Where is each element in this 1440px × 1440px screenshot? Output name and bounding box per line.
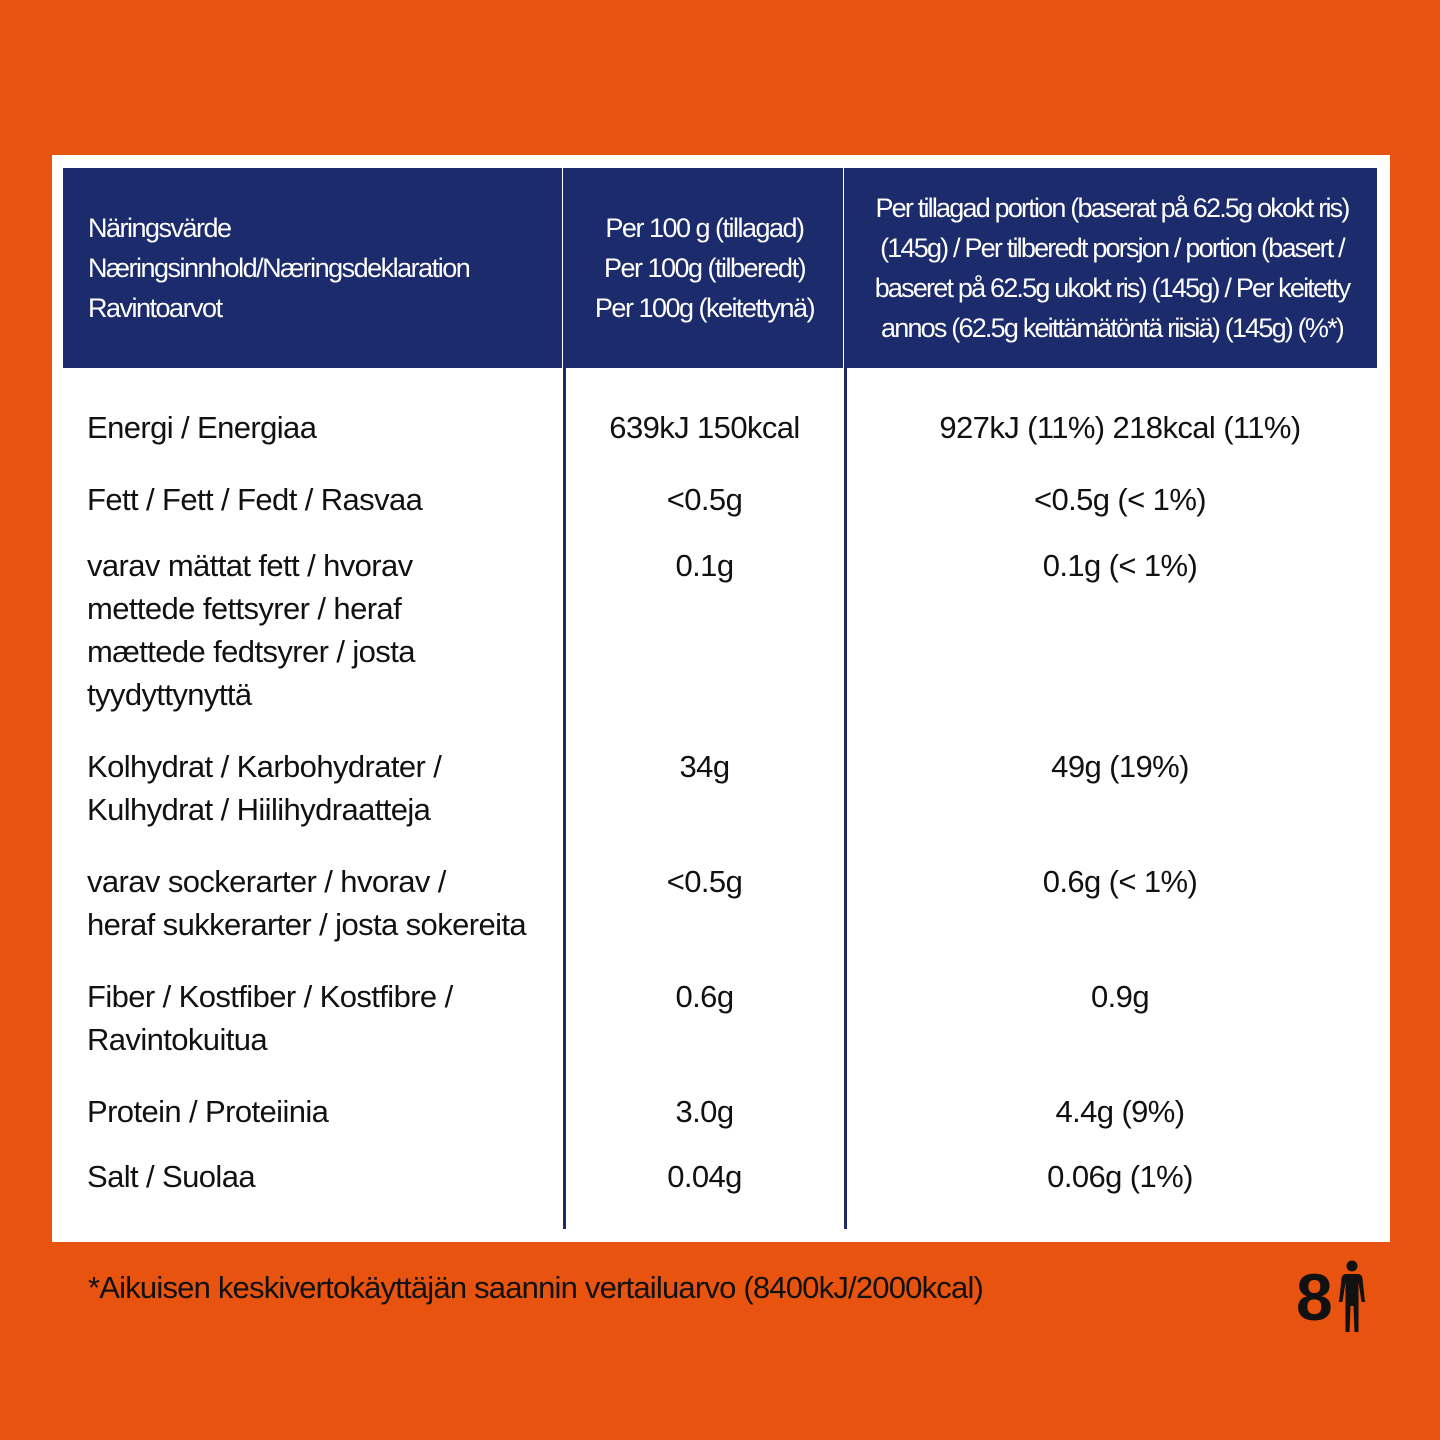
header-line: Per 100g (keitettynä) xyxy=(594,293,815,323)
nutrient-label xyxy=(87,745,547,831)
nutrient-label xyxy=(87,478,547,521)
nutrient-label xyxy=(87,406,547,449)
header-cell-nutrient xyxy=(63,168,562,368)
nutrient-label xyxy=(87,1155,547,1198)
reference-intake-footnote: *Aikuisen keskivertokäyttäjän saannin vertailuarvo (8400kJ/2000kcal) xyxy=(88,1270,984,1305)
nutrient-label-line: mettede fettsyrer / heraf xyxy=(87,591,402,626)
value-per-100g: 3.0g xyxy=(675,1094,734,1129)
value-per-portion: 49g (19%) xyxy=(1051,749,1189,784)
nutrient-label-line: Fiber / Kostfiber / Kostfibre / xyxy=(87,979,453,1014)
nutrient-label-line: Fett / Fett / Fedt / Rasvaa xyxy=(87,482,423,517)
header-line: annos (62.5g keittämätöntä riisiä) (145g) (%*) xyxy=(881,313,1343,343)
nutrition-table xyxy=(52,155,1390,1242)
value-per-portion: 4.4g (9%) xyxy=(1055,1094,1185,1129)
header-line: baseret på 62.5g ukokt ris) (145g) / Per keitetty xyxy=(874,273,1350,303)
nutrient-label-line: varav sockerarter / hvorav / xyxy=(87,864,446,899)
servings-indicator xyxy=(1296,1257,1367,1337)
value-per-100g: 0.1g xyxy=(675,548,734,583)
nutrient-label-line: Protein / Proteiinia xyxy=(87,1094,329,1129)
value-per-100g: <0.5g xyxy=(666,482,743,517)
value-per-100g: 34g xyxy=(679,749,730,784)
nutrient-label xyxy=(87,860,547,946)
header-line: Per 100 g (tillagad) xyxy=(605,213,804,243)
nutrient-label-line: Energi / Energiaa xyxy=(87,410,317,445)
header-line: (145g) / Per tilberedt porsjon / portion (basert / xyxy=(880,233,1344,263)
servings-count: 8 xyxy=(1296,1260,1333,1334)
nutrient-label xyxy=(87,544,547,716)
value-per-portion: 927kJ (11%) 218kcal (11%) xyxy=(939,410,1301,445)
value-per-portion: 0.1g (< 1%) xyxy=(1042,548,1198,583)
nutrient-label xyxy=(87,1090,547,1133)
nutrient-label-line: Kulhydrat / Hiilihydraatteja xyxy=(87,792,431,827)
value-per-100g: 0.04g xyxy=(667,1159,742,1194)
nutrient-label xyxy=(87,975,547,1061)
nutrient-label-line: mættede fedtsyrer / josta xyxy=(87,634,415,669)
header-line: Näringsvärde xyxy=(88,213,231,243)
header-line: Per tillagad portion (baserat på 62.5g okokt ris) xyxy=(875,193,1349,223)
nutrient-label-line: Kolhydrat / Karbohydrater / xyxy=(87,749,442,784)
header-cell-per-100g xyxy=(566,168,843,368)
value-per-portion: 0.6g (< 1%) xyxy=(1042,864,1198,899)
nutrient-label-line: Salt / Suolaa xyxy=(87,1159,255,1194)
header-line: Næringsinnhold/Næringsdeklaration xyxy=(88,253,470,283)
nutrient-label-line: varav mättat fett / hvorav xyxy=(87,548,413,583)
column-divider xyxy=(563,168,566,1229)
header-cell-per-portion xyxy=(847,168,1377,368)
person-icon xyxy=(1337,1260,1367,1334)
value-per-100g: <0.5g xyxy=(666,864,743,899)
header-line: Per 100g (tilberedt) xyxy=(603,253,806,283)
value-per-100g: 639kJ 150kcal xyxy=(609,410,800,445)
nutrient-label-line: heraf sukkerarter / josta sokereita xyxy=(87,907,527,942)
value-per-portion: 0.06g (1%) xyxy=(1047,1159,1193,1194)
value-per-100g: 0.6g xyxy=(675,979,734,1014)
value-per-portion: <0.5g (< 1%) xyxy=(1033,482,1207,517)
nutrient-label-line: Ravintokuitua xyxy=(87,1022,268,1057)
header-line: Ravintoarvot xyxy=(88,293,222,323)
nutrient-label-line: tyydyttynyttä xyxy=(87,677,252,712)
column-divider xyxy=(844,168,847,1229)
value-per-portion: 0.9g xyxy=(1091,979,1149,1014)
